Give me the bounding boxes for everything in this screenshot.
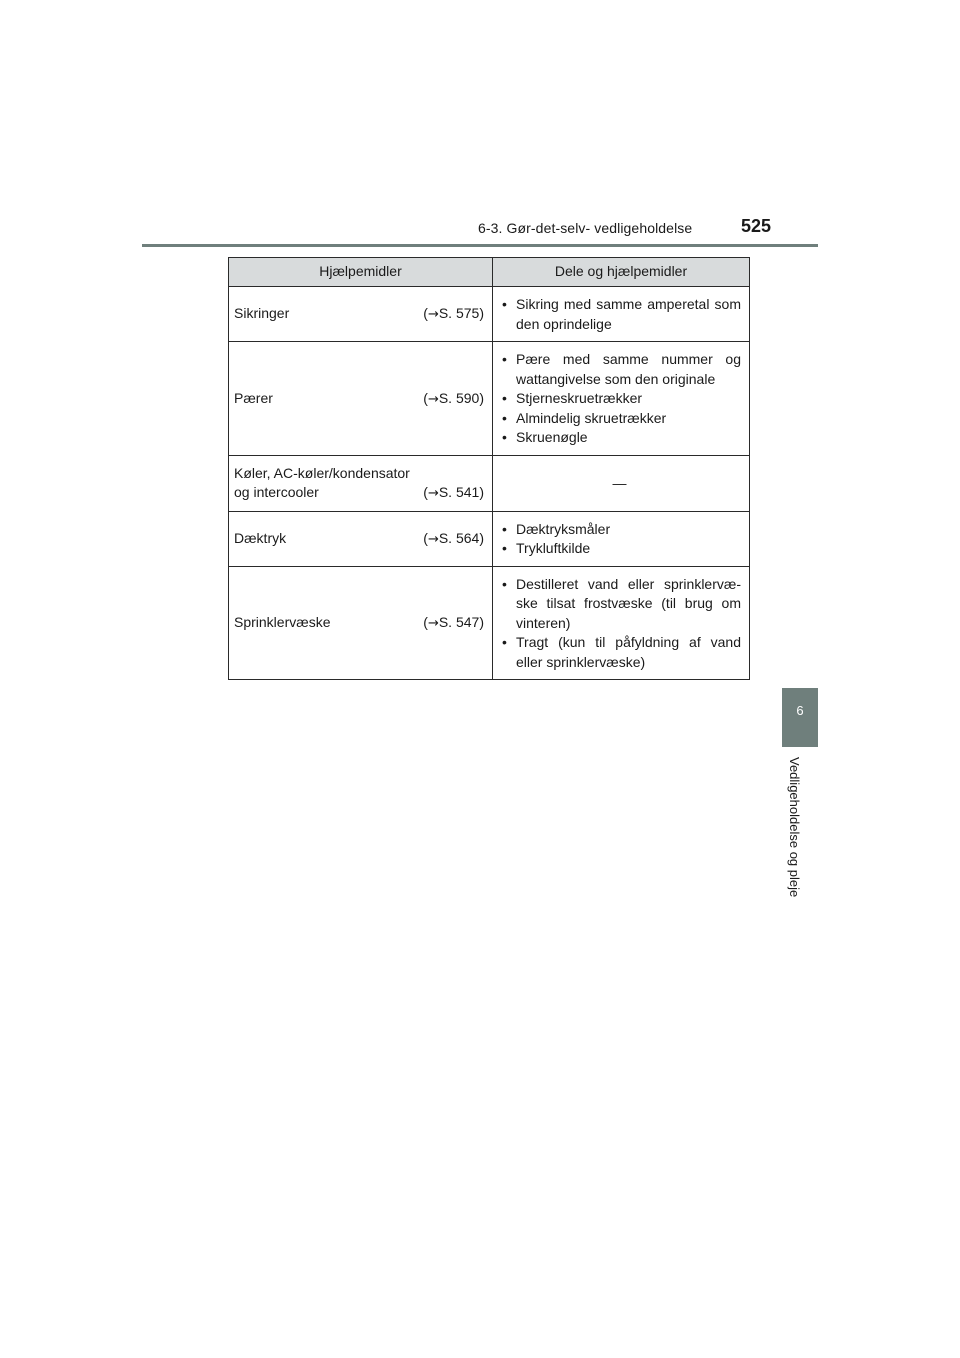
page-reference[interactable]: (→S. 564) <box>423 529 484 547</box>
parts-cell <box>493 566 750 680</box>
parts-cell <box>493 511 750 566</box>
list-item: • Tragt (kun til påfyldning af vand eller sprinklervæske) <box>502 634 741 670</box>
tool-name-continued: og intercooler <box>234 484 319 500</box>
list-item: • Almindelig skruetrækker <box>498 409 741 429</box>
table-row <box>229 511 750 566</box>
table-row <box>229 342 750 456</box>
table-row <box>229 566 750 680</box>
bullet-icon: • <box>502 540 507 556</box>
bullet-icon: • <box>502 409 507 426</box>
bullet-icon: • <box>502 575 507 592</box>
bullet-icon: • <box>502 390 507 406</box>
tool-name: Sikringer <box>234 305 290 322</box>
arrow-right-icon: → <box>427 391 439 407</box>
bullet-icon: • <box>502 634 507 650</box>
tool-name: Sprinklervæske <box>234 614 331 630</box>
column-header-tools: Hjælpemidler <box>229 258 493 287</box>
column-header-parts: Dele og hjælpemidler <box>493 258 750 287</box>
list-item: • Dæktryksmåler <box>498 520 741 540</box>
page-reference[interactable]: (→S. 575) <box>423 305 484 323</box>
tool-cell <box>229 455 493 511</box>
bullet-icon: • <box>502 351 507 367</box>
page-number: 525 <box>741 216 772 236</box>
bullet-icon: • <box>502 429 507 445</box>
parts-cell <box>493 287 750 342</box>
section-title: 6-3. Gør-det-selv- vedligeholdelse <box>478 220 693 236</box>
table-row <box>229 455 750 511</box>
chapter-number: 6 <box>796 703 804 718</box>
page-reference[interactable]: (→S. 541) <box>423 484 484 501</box>
tool-cell <box>229 287 493 342</box>
list-item: • Trykluftkilde <box>498 539 741 559</box>
parts-cell <box>493 342 750 456</box>
list-item: • Pære med samme nummer og wattangivelse som den originale <box>502 351 741 387</box>
tool-cell <box>229 566 493 680</box>
em-dash: — <box>612 474 627 491</box>
page-reference[interactable]: (→S. 547) <box>423 614 484 631</box>
header-rule <box>142 244 818 247</box>
table-row <box>229 287 750 342</box>
parts-cell <box>493 455 750 511</box>
arrow-right-icon: → <box>427 616 439 631</box>
chapter-tab[interactable] <box>782 688 818 747</box>
tool-cell <box>229 511 493 566</box>
table-header-row <box>229 258 750 287</box>
list-item: • Sikring med samme amperetal som den oprindelige <box>502 296 741 332</box>
list-item: • Stjerneskruetrækker <box>498 389 741 409</box>
tool-name: Pærer <box>234 389 273 406</box>
bullet-icon: • <box>502 296 507 312</box>
tool-name: Køler, AC-køler/kondensator <box>234 464 410 481</box>
list-item: • Destilleret vand eller sprinklervæ- ske tilsat frostvæske (til brug om vinteren) <box>502 575 741 631</box>
tool-cell <box>229 342 493 456</box>
arrow-right-icon: → <box>427 486 439 501</box>
list-item: • Skruenøgle <box>498 428 741 448</box>
maintenance-table <box>228 257 750 680</box>
tool-name: Dæktryk <box>234 529 287 546</box>
arrow-right-icon: → <box>427 307 439 323</box>
bullet-icon: • <box>502 520 507 537</box>
chapter-label: Vedligeholdelse og pleje <box>787 757 802 898</box>
page-reference[interactable]: (→S. 590) <box>423 389 484 407</box>
arrow-right-icon: → <box>427 531 439 547</box>
